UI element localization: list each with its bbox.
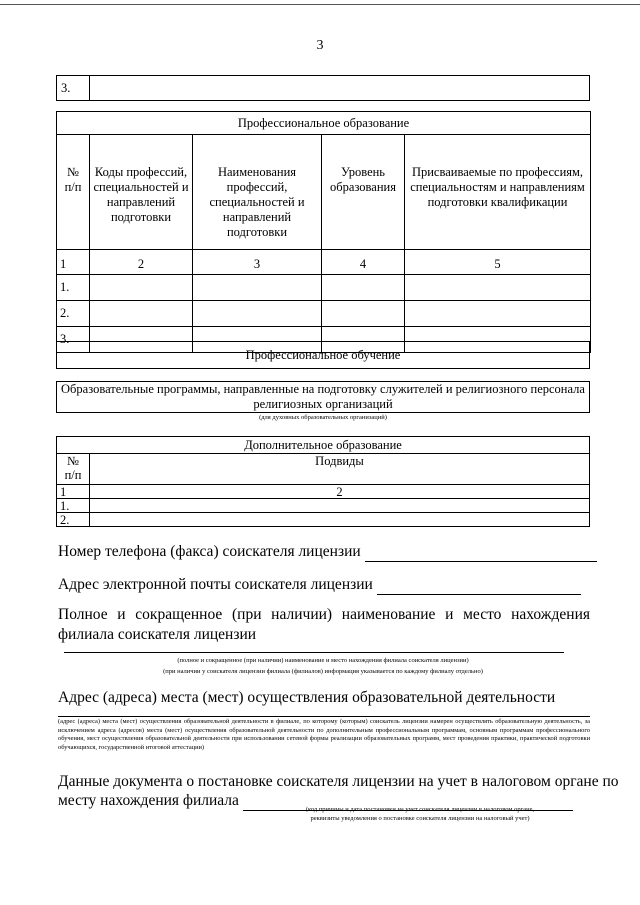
row3-table (56, 75, 590, 101)
row-number: 2. (57, 513, 90, 527)
branch-name-note: (полное и сокращенное (при наличии) наименование и место нахождения филиала соискателя лицензии) (177, 657, 469, 664)
table-row (57, 301, 591, 327)
branch-name-label: Полное и сокращенное (при наличии) наименование и место нахождения филиала соискателя лицензии (58, 606, 590, 643)
column-header-level: Уровень образования (322, 135, 405, 250)
table-row (57, 513, 590, 527)
table-row (57, 275, 591, 301)
column-header-codes: Коды профессий, специальностей и направлений подготовки (90, 135, 193, 250)
religious-programs-box: Образовательные программы, направленные на подготовку служителей и религиозного персонала религиозных организаций (56, 381, 590, 413)
row-number: 1. (57, 499, 90, 513)
column-number: 2 (90, 485, 590, 499)
column-header-names: Наименования профессий, специальностей и направлений подготовки (193, 135, 322, 250)
column-number: 5 (405, 250, 591, 275)
column-number: 1 (57, 250, 90, 275)
religious-programs-note: (для духовных образовательных организаций) (259, 414, 387, 421)
page-number: 3 (316, 38, 324, 53)
column-header-number: № п/п (57, 454, 90, 485)
column-header-number: № п/п (57, 135, 90, 250)
tax-label-line2: месту нахождения филиала (58, 791, 573, 811)
address-label: Адрес (адреса) места (мест) осуществления образовательной деятельности (58, 689, 556, 706)
column-number: 2 (90, 250, 193, 275)
email-field[interactable] (377, 580, 581, 595)
tax-note: (код причины и дата постановки на учет соискателя лицензии в налоговом органе, (305, 806, 535, 813)
top-border-line (0, 4, 640, 5)
row-number: 1. (57, 275, 90, 301)
email-line (58, 575, 581, 595)
phone-field[interactable] (365, 547, 597, 562)
email-label: Адрес электронной почты соискателя лицензии (58, 576, 373, 593)
professional-training-box: Профессиональное обучение (56, 341, 590, 369)
row-number: 3. (57, 76, 90, 101)
address-note: (адрес (адреса) места (мест) осуществления образовательной деятельности в филиале, по которому (которым) соискатель лицензии намерен осуществлять образовательную деятельность, за исключением адреса (адресов) места (мест) осуществления образовательной деятельности по дополнительным профессиональным программам, основным программам профессионального обучения, мест осуществления образовательной деятельности при использовании сетевой формы реализации образовательных программ, мест проведения практики, практической подготовки обучающихся, государственной итоговой аттестации) (58, 718, 590, 751)
column-header-qualifications: Присваиваемые по профессиям, специальностям и направлениям подготовки квалификации (405, 135, 591, 250)
phone-label: Номер телефона (факса) соискателя лицензии (58, 543, 361, 560)
tax-label: Данные документа о постановке соискателя лицензии на учет в налоговом органе по (58, 773, 619, 790)
address-field[interactable] (58, 716, 590, 717)
table-title: Профессиональное образование (57, 112, 591, 135)
additional-education-table (56, 436, 590, 527)
table-row (57, 499, 590, 513)
column-number: 3 (193, 250, 322, 275)
professional-education-table (56, 111, 591, 353)
column-header-subtypes: Подвиды (90, 454, 590, 485)
table-title: Дополнительное образование (57, 437, 590, 454)
row-number: 3. (57, 327, 90, 353)
tax-note: реквизиты уведомления о постановке соискателя лицензии на налоговый учет) (310, 815, 530, 822)
empty-cell (90, 76, 590, 101)
row-number: 2. (57, 301, 90, 327)
phone-line (58, 542, 597, 562)
branch-name-field[interactable] (64, 652, 564, 653)
column-number: 1 (57, 485, 90, 499)
column-number: 4 (322, 250, 405, 275)
branch-name-note: (при наличии у соискателя лицензии филиала (филиалов) информация указывается по каждому филиалу отдельно) (163, 668, 483, 675)
